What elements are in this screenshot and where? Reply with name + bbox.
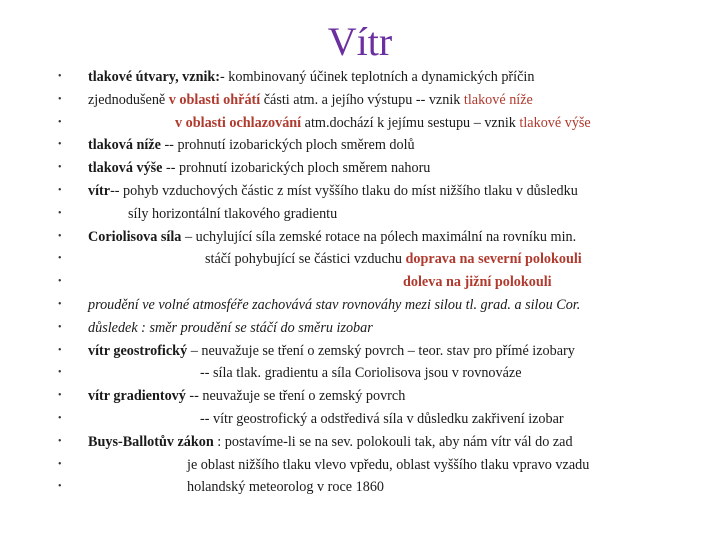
bullet-icon: •: [58, 367, 62, 379]
list-item: [0, 340, 720, 362]
list-item: [0, 385, 720, 407]
bullet-icon: •: [58, 321, 62, 333]
bullet-icon: •: [58, 185, 62, 196]
list-item-text: [128, 203, 337, 225]
text-segment: v oblasti ohřátí: [168, 91, 261, 108]
bullet-icon: •: [58, 413, 62, 424]
list-item: [0, 431, 720, 453]
list-item: [0, 180, 720, 202]
text-segment: -- síla tlak. gradientu a síla Coriolisova jsou v rovnováze: [200, 365, 522, 382]
bullet-icon: •: [58, 230, 62, 242]
text-segment: doleva na jižní polokouli: [403, 274, 552, 291]
list-item-text: [403, 271, 552, 293]
list-item-text: [88, 89, 533, 111]
list-item-text: [187, 454, 589, 476]
list-item-text: [88, 294, 580, 316]
text-segment: doprava na severní polokouli: [405, 251, 582, 268]
list-item-text: [187, 476, 384, 498]
slide-title: Vítr: [327, 19, 393, 64]
list-item-text: [88, 340, 575, 362]
text-segment: vítr: [88, 183, 111, 199]
text-segment: stáčí pohybující se částici vzduchu: [205, 251, 406, 268]
list-item: [0, 294, 720, 316]
text-segment: síly horizontální tlakového gradientu: [128, 205, 338, 222]
bullet-icon: •: [58, 71, 62, 82]
bullet-icon: •: [58, 390, 62, 402]
list-item: [0, 248, 720, 270]
list-item: [0, 271, 720, 293]
bullet-icon: •: [58, 435, 62, 447]
text-segment: vítr gradientový: [88, 388, 186, 405]
list-item-text: [88, 226, 576, 248]
bullet-icon: •: [58, 162, 62, 174]
list-item-text: [205, 248, 582, 270]
text-segment: části atm. a jejího výstupu -- vznik: [260, 91, 464, 108]
text-segment: - kombinovaný účinek teplotních a dynamických příčin: [220, 69, 535, 85]
text-segment: zjednodušeně: [88, 91, 169, 108]
text-segment: atm.dochází k jejímu sestupu – vznik: [301, 114, 520, 131]
list-item-text: [88, 66, 534, 88]
text-segment: Buys-Ballotův zákon: [88, 433, 214, 450]
list-item: [0, 203, 720, 225]
bullet-icon: •: [58, 481, 62, 493]
text-segment: tlaková výše: [88, 160, 163, 177]
bullet-icon: •: [58, 116, 62, 128]
bullet-icon: •: [58, 344, 62, 356]
list-item: [0, 317, 720, 339]
list-item-text: [200, 408, 564, 430]
text-segment: – uchylující síla zemské rotace na pólech maximální na rovníku min.: [181, 228, 577, 245]
text-segment: vítr geostrofický: [88, 342, 188, 359]
list-item: [0, 157, 720, 179]
text-segment: – neuvažuje se tření o zemský povrch – teor. stav pro přímé izobary: [187, 342, 575, 359]
bullet-icon: •: [58, 139, 62, 151]
text-segment: tlakové níže: [463, 91, 533, 108]
text-segment: v oblasti ochlazování: [175, 114, 302, 131]
text-segment: -- prohnutí izobarických ploch směrem nahoru: [162, 160, 431, 177]
text-segment: důsledek : směr proudění se stáčí do směru izobar: [88, 319, 373, 336]
text-segment: tlakové výše: [519, 114, 591, 131]
list-item: [0, 112, 720, 134]
list-item: [0, 408, 720, 430]
bullet-icon: •: [58, 458, 62, 470]
list-item: [0, 66, 720, 88]
list-item: [0, 89, 720, 111]
list-item-text: [175, 112, 591, 134]
text-segment: je oblast nižšího tlaku vlevo vpředu, oblast vyššího tlaku vpravo vzadu: [187, 456, 590, 473]
list-item-text: [88, 157, 430, 179]
list-item: [0, 226, 720, 248]
text-segment: tlakové útvary, vznik:: [88, 69, 221, 85]
bullet-icon: •: [58, 93, 62, 105]
list-item-text: [88, 317, 373, 339]
list-item: [0, 134, 720, 156]
list-item: [0, 454, 720, 476]
text-segment: tlaková níže: [88, 137, 161, 154]
text-segment: -- pohyb vzduchových částic z míst vyššího tlaku do míst nižšího tlaku v důsledku: [110, 183, 578, 199]
list-item-text: [88, 134, 415, 156]
bullet-icon: •: [58, 299, 62, 310]
list-item-text: [200, 362, 522, 384]
list-item-text: [88, 431, 573, 453]
list-item: [0, 362, 720, 384]
list-item: [0, 476, 720, 498]
text-segment: Coriolisova síla: [88, 228, 182, 245]
text-segment: -- vítr geostrofický a odstředivá síla v důsledku zakřivení izobar: [200, 411, 564, 427]
text-segment: -- neuvažuje se tření o zemský povrch: [185, 388, 406, 405]
text-segment: proudění ve volné atmosféře zachovává stav rovnováhy mezi silou tl. grad. a silou Cor.: [88, 297, 581, 313]
list-item-text: [88, 180, 578, 202]
text-segment: -- prohnutí izobarických ploch směrem dolů: [160, 137, 415, 154]
list-item-text: [88, 385, 405, 407]
text-segment: : postavíme-li se na sev. polokouli tak, aby nám vítr vál do zad: [213, 433, 573, 450]
bullet-icon: •: [58, 276, 62, 288]
bullet-icon: •: [58, 207, 62, 219]
text-segment: holandský meteorolog v roce 1860: [187, 479, 385, 496]
bullet-icon: •: [58, 253, 62, 265]
